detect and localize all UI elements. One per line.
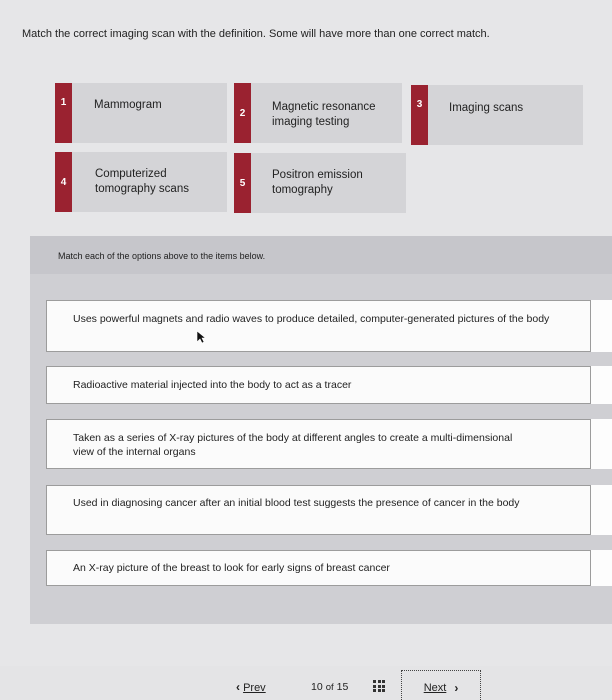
- prev-button[interactable]: [236, 680, 266, 694]
- option-number-badge: 1: [55, 83, 72, 143]
- option-label: Computerized tomography scans: [95, 168, 189, 195]
- drop-target[interactable]: [590, 550, 612, 586]
- option-card-3[interactable]: [411, 85, 583, 145]
- match-item-5[interactable]: [46, 550, 612, 586]
- option-number-badge: 4: [55, 152, 72, 212]
- page-counter: [311, 681, 348, 693]
- match-item-text: An X-ray picture of the breast to look for early signs of breast cancer: [73, 562, 390, 574]
- match-item-text: Taken as a series of X-ray pictures of the body at different angles to create a multi-dimensional view of the internal organs: [73, 432, 513, 458]
- mouse-cursor-icon: [196, 330, 206, 344]
- drop-target[interactable]: [590, 366, 612, 404]
- option-number-badge: 2: [234, 83, 251, 143]
- match-item-text: Radioactive material injected into the body to act as a tracer: [73, 379, 352, 391]
- match-item-4[interactable]: [46, 485, 612, 535]
- chevron-left-icon: ‹: [236, 680, 240, 694]
- option-card-5[interactable]: [234, 153, 406, 213]
- match-item-3[interactable]: [46, 419, 612, 469]
- next-button[interactable]: [401, 670, 481, 700]
- match-item-text: Uses powerful magnets and radio waves to produce detailed, computer-generated pictures of the body: [73, 313, 550, 325]
- drop-target[interactable]: [590, 485, 612, 535]
- option-card-4[interactable]: [55, 152, 227, 212]
- next-label: Next: [423, 681, 447, 694]
- match-panel: [30, 236, 612, 624]
- match-panel-title: Match each of the options above to the items below.: [58, 251, 266, 261]
- option-card-1[interactable]: [55, 83, 227, 143]
- option-label: Positron emission tomography: [272, 169, 363, 196]
- grid-icon[interactable]: [373, 680, 385, 692]
- option-number-badge: 5: [234, 153, 251, 213]
- of-label: of: [325, 682, 334, 693]
- option-card-2[interactable]: [234, 83, 402, 143]
- prev-label: Prev: [243, 682, 266, 694]
- total-pages: 15: [336, 681, 349, 693]
- option-number-badge: 3: [411, 85, 428, 145]
- option-label: Imaging scans: [449, 102, 524, 114]
- drop-target[interactable]: [590, 300, 612, 352]
- drop-target[interactable]: [590, 419, 612, 469]
- match-panel-header: [30, 236, 612, 274]
- current-page: 10: [311, 681, 323, 693]
- option-label: Magnetic resonance imaging testing: [272, 101, 376, 128]
- option-label: Mammogram: [94, 99, 162, 111]
- match-item-2[interactable]: [46, 366, 612, 404]
- match-item-1[interactable]: [46, 300, 612, 352]
- match-item-text: Used in diagnosing cancer after an initial blood test suggests the presence of cancer in the body: [73, 497, 520, 509]
- chevron-right-icon: ›: [454, 680, 459, 695]
- pagination-bar: [0, 666, 612, 700]
- instructions-text: Match the correct imaging scan with the definition. Some will have more than one correct match.: [22, 28, 490, 40]
